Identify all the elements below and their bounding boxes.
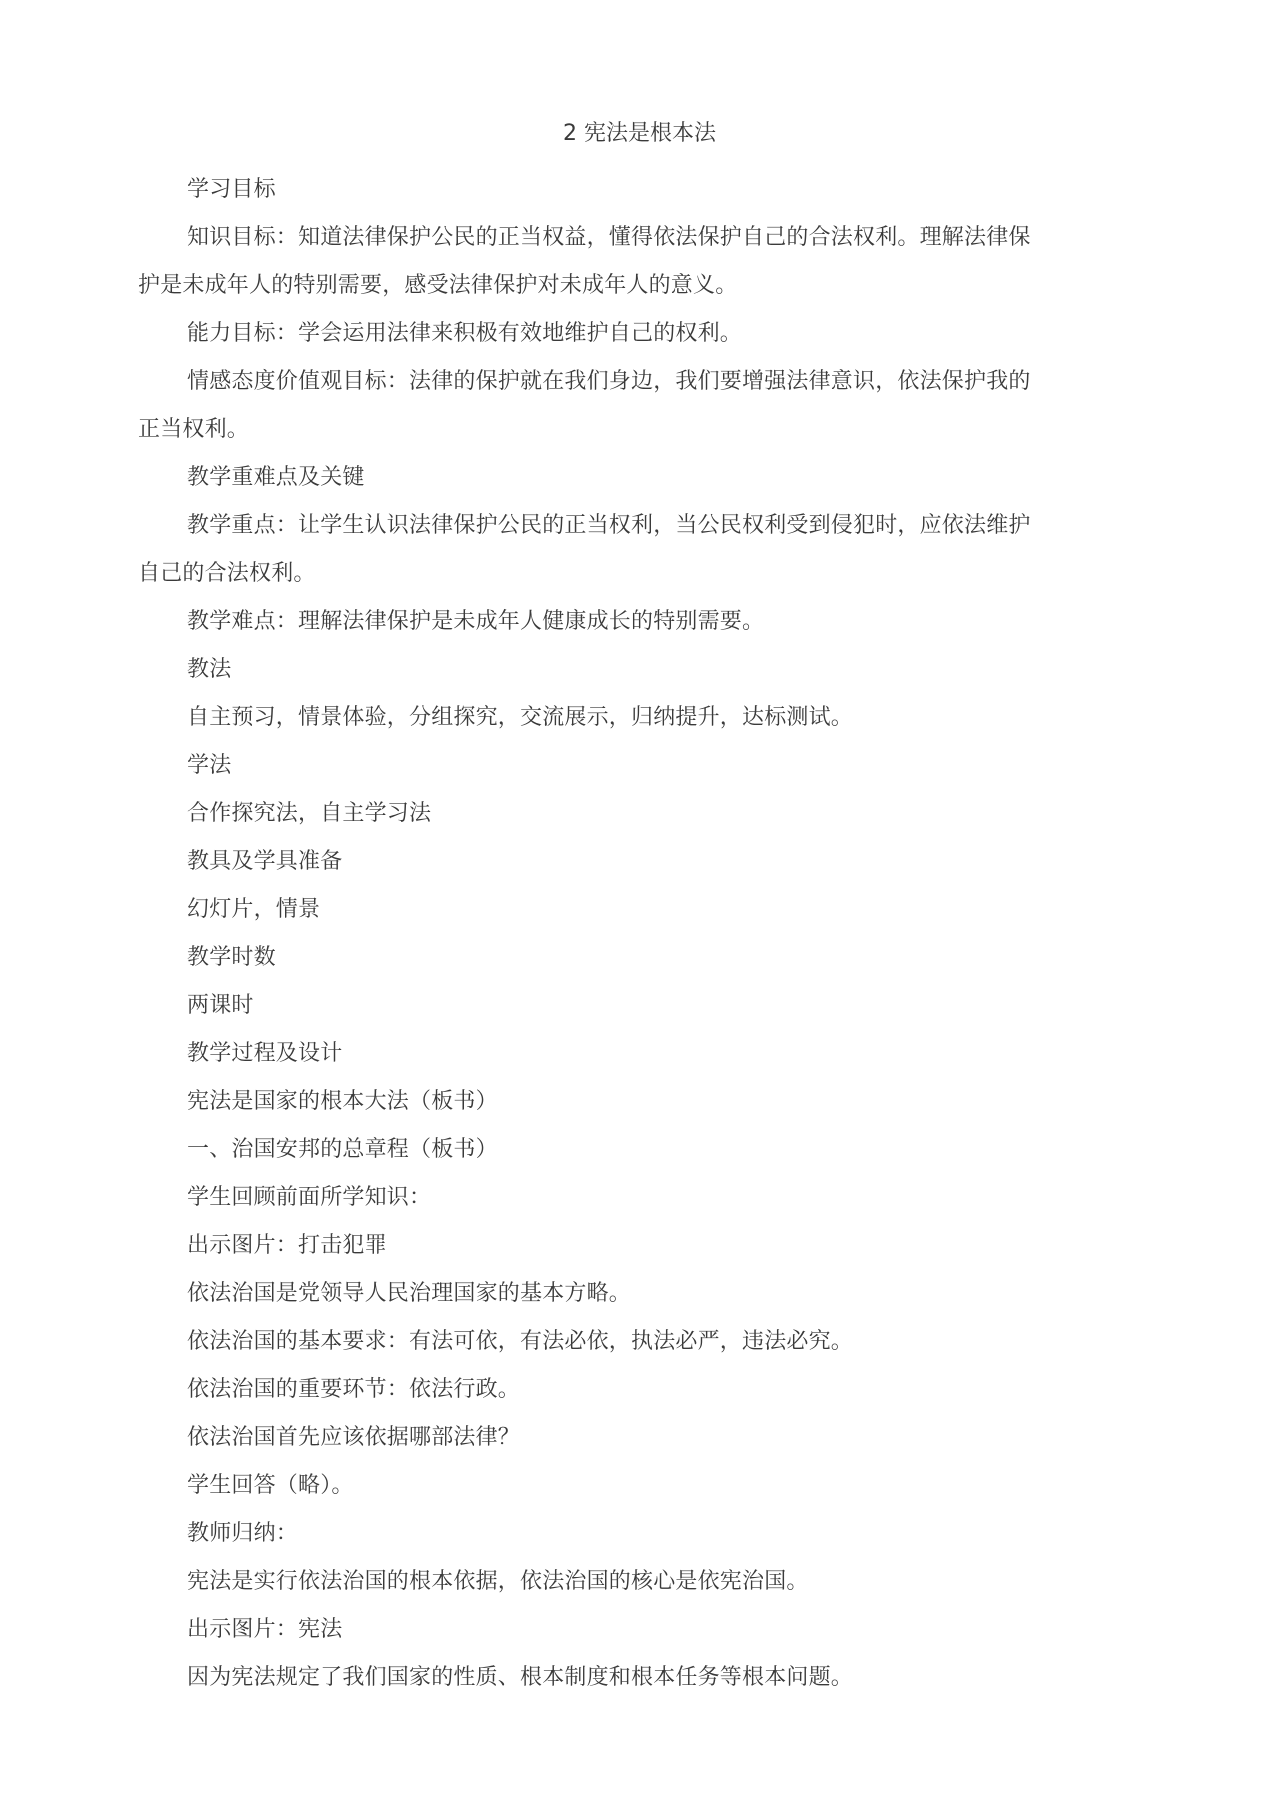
paragraph: 出示图片：打击犯罪 [187,1233,387,1258]
paragraph: 教师归纳： [187,1521,299,1546]
paragraph: 合作探究法，自主学习法 [187,801,432,826]
paragraph: 自主预习，情景体验，分组探究，交流展示，归纳提升，达标测试。 [187,705,854,730]
paragraph: 学生回顾前面所学知识： [187,1185,432,1210]
paragraph: 宪法是国家的根本大法（板书） [187,1089,498,1114]
paragraph: 依法治国的基本要求：有法可依，有法必依，执法必严，违法必究。 [187,1329,854,1354]
paragraph: 情感态度价值观目标：法律的保护就在我们身边，我们要增强法律意识，依法保护我的正当权利。 [138,369,1031,442]
paragraph: 教学重点：让学生认识法律保护公民的正当权利，当公民权利受到侵犯时，应依法维护自己的合法权利。 [138,513,1031,586]
paragraph: 学习目标 [187,177,276,202]
paragraph: 出示图片：宪法 [187,1617,343,1642]
paragraph: 两课时 [187,993,254,1018]
paragraph: 教具及学具准备 [187,849,343,874]
paragraph: 能力目标：学会运用法律来积极有效地维护自己的权利。 [187,321,743,346]
paragraph: 依法治国是党领导人民治理国家的基本方略。 [187,1281,632,1306]
paragraph: 教学过程及设计 [187,1041,343,1066]
paragraph: 教学时数 [187,945,276,970]
paragraph: 学法 [187,753,232,778]
paragraph: 教法 [187,657,232,682]
paragraph: 幻灯片，情景 [187,897,321,922]
paragraph: 教学重难点及关键 [187,465,365,490]
paragraph: 一、治国安邦的总章程（板书） [187,1137,498,1162]
paragraph: 依法治国首先应该依据哪部法律？ [187,1425,521,1450]
paragraph: 依法治国的重要环节：依法行政。 [187,1377,521,1402]
paragraph: 宪法是实行依法治国的根本依据，依法治国的核心是依宪治国。 [187,1569,809,1594]
paragraph: 教学难点：理解法律保护是未成年人健康成长的特别需要。 [187,609,765,634]
paragraph: 学生回答（略）。 [187,1473,354,1498]
document-body [138,166,1044,1702]
paragraph: 因为宪法规定了我们国家的性质、根本制度和根本任务等根本问题。 [187,1665,854,1690]
paragraph: 知识目标：知道法律保护公民的正当权益，懂得依法保护自己的合法权利。理解法律保护是未成年人的特别需要，感受法律保护对未成年人的意义。 [138,225,1031,298]
document-title: 2 宪法是根本法 [563,121,716,146]
